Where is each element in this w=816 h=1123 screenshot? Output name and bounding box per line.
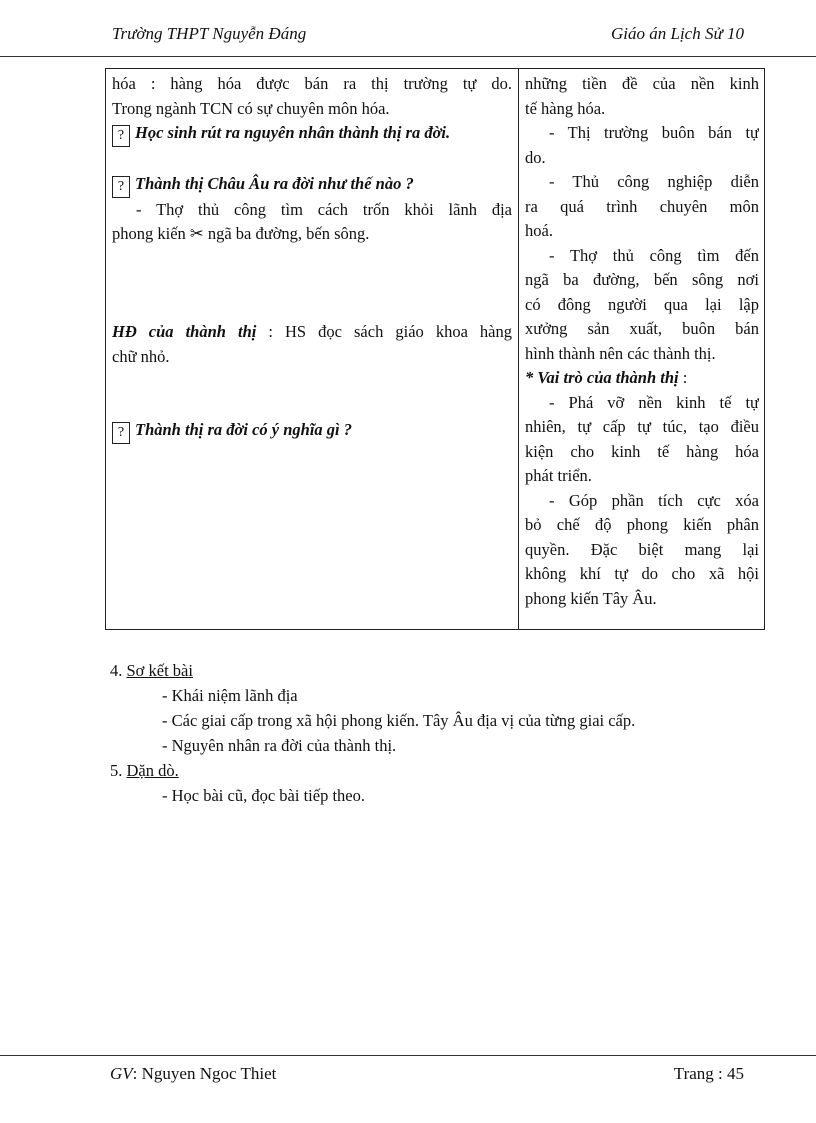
text-line: phát triển. — [525, 466, 592, 485]
text-line: phong kiến Tây Âu. — [525, 588, 657, 608]
table-column-divider — [518, 69, 519, 629]
role-label: * Vai trò của thành thị — [525, 368, 679, 387]
question-box-icon: ? — [112, 422, 130, 444]
page-header — [0, 0, 816, 57]
lesson-summary — [110, 658, 770, 808]
section-heading — [110, 758, 770, 783]
section-heading — [110, 658, 770, 683]
text-line: xưởng sản xuất, buôn bán — [525, 319, 759, 338]
list-item: - Khái niệm lãnh địa — [162, 686, 298, 705]
text-line: kiện cho kinh tế hàng hóa — [525, 441, 759, 461]
teacher-info — [110, 1064, 276, 1084]
text-line: chữ nhỏ. — [112, 346, 170, 366]
activity-label: HĐ của thành thị — [112, 322, 257, 341]
teacher-name: : Nguyen Ngoc Thiet — [132, 1064, 277, 1083]
role-heading — [525, 366, 759, 391]
subject-title: Giáo án Lịch Sử 10 — [611, 24, 744, 43]
text-line: - Thợ thủ công tìm đến — [549, 245, 759, 265]
role-colon: : — [678, 368, 688, 387]
question-line — [112, 172, 512, 198]
school-name: Trường THPT Nguyễn Đáng — [112, 24, 307, 43]
lesson-table — [105, 68, 765, 630]
list-item: - Học bài cũ, đọc bài tiếp theo. — [162, 786, 365, 805]
text-line: hình thành nên các thành thị. — [525, 343, 716, 363]
text-line: ngã ba đường, bến sông nơi — [525, 270, 759, 289]
text-line: có đông người qua lại lập — [525, 294, 759, 314]
text-line: không khí tự do cho xã hội — [525, 564, 759, 583]
text-line: quyền. Đặc biệt mang lại — [525, 539, 759, 559]
text-line: tế hàng hóa. — [525, 98, 606, 118]
content-column — [525, 72, 759, 611]
text-line: do. — [525, 147, 546, 167]
text-line: - Thợ thủ công tìm cách trốn khỏi lãnh địa — [136, 199, 512, 219]
text-line: những tiền đề của nền kinh — [525, 74, 759, 93]
section-title: Dặn dò. — [126, 761, 179, 780]
page-number: Trang : 45 — [673, 1064, 744, 1083]
text-line: - Thị trường buôn bán tự — [549, 123, 759, 142]
question-text: Thành thị Châu Âu ra đời như thế nào ? — [135, 173, 414, 193]
text-line: - Thủ công nghiệp diễn — [549, 172, 759, 191]
section-number: 4. — [110, 661, 127, 680]
activity-text: : HS đọc sách giáo khoa hàng — [256, 322, 512, 341]
text-line: phong kiến ✂ ngã ba đường, bến sông. — [112, 224, 370, 243]
section-title: Sơ kết bài — [126, 661, 193, 680]
question-box-icon: ? — [112, 125, 130, 147]
question-line — [112, 418, 512, 444]
text-line: ra quá trình chuyên môn — [525, 196, 759, 216]
text-line: - Phá vỡ nền kinh tế tự — [549, 392, 759, 412]
question-line — [112, 121, 512, 147]
text-line: Trong ngành TCN có sự chuyên môn hóa. — [112, 98, 390, 118]
text-line: - Góp phần tích cực xóa — [549, 490, 759, 510]
teacher-activity-column — [112, 72, 512, 444]
activity-line — [112, 320, 512, 345]
text-line: hoá. — [525, 221, 553, 240]
text-line: bỏ chế độ phong kiến phân — [525, 515, 759, 534]
page-footer — [0, 1055, 816, 1083]
list-item: - Các giai cấp trong xã hội phong kiến. Tây Âu địa vị của từng giai cấp. — [162, 711, 636, 730]
question-text: Học sinh rút ra nguyên nhân thành thị ra đời. — [135, 123, 451, 142]
list-item: - Nguyên nhân ra đời của thành thị. — [162, 736, 397, 755]
teacher-label: GV — [110, 1064, 133, 1083]
question-text: Thành thị ra đời có ý nghĩa gì ? — [135, 420, 352, 439]
text-line: nhiên, tự cấp tự túc, tạo điều — [525, 417, 759, 436]
question-box-icon: ? — [112, 176, 130, 198]
section-number: 5. — [110, 761, 127, 780]
text-line: hóa : hàng hóa được bán ra thị trường tự do. — [112, 74, 512, 93]
